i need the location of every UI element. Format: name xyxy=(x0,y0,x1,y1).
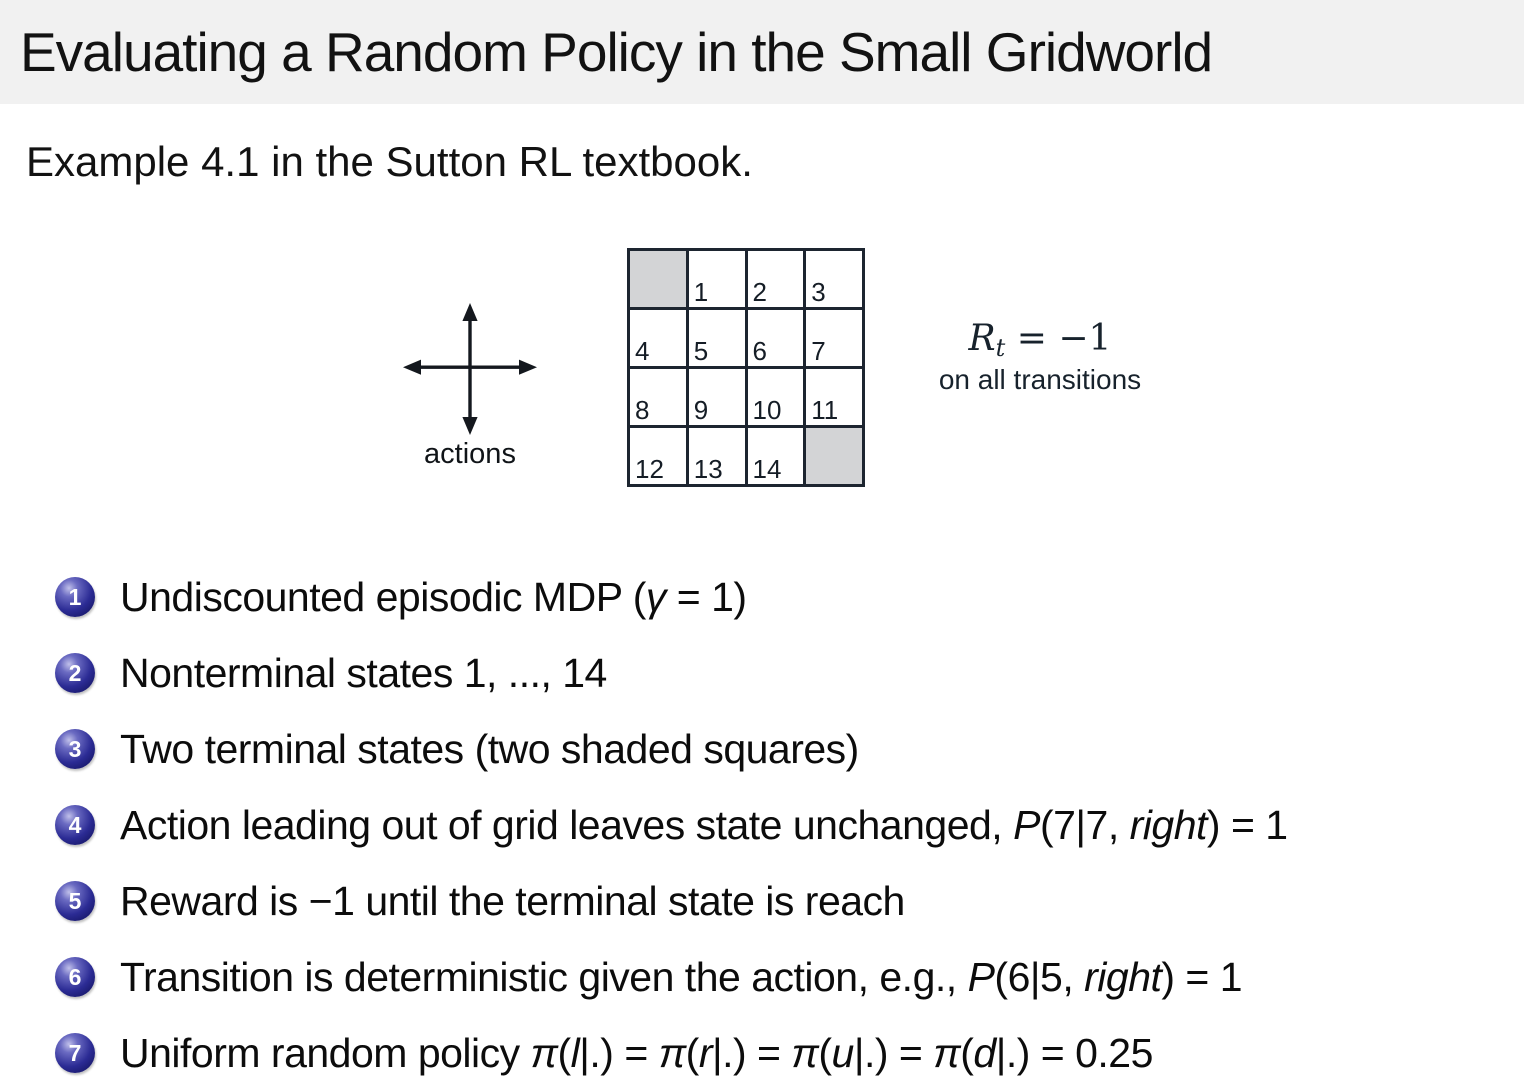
list-item-text: Uniform random policy π(l|.) = π(r|.) = π(u|.) = π(d|.) = 0.25 xyxy=(120,1030,1153,1076)
item-number-ball: 1 xyxy=(55,577,95,617)
grid-cell xyxy=(806,310,862,366)
reward-value: = −1 xyxy=(1005,318,1112,359)
grid-cell xyxy=(748,310,804,366)
list-item-text: Action leading out of grid leaves state unchanged, P(7|7, right) = 1 xyxy=(120,802,1288,848)
item-number-ball: 7 xyxy=(55,1033,95,1073)
bullet-list xyxy=(55,574,1514,1076)
grid-cell-number: 11 xyxy=(811,395,839,425)
reward-subscript: t xyxy=(995,334,1006,362)
grid-cell xyxy=(689,310,745,366)
grid-cell xyxy=(748,251,804,307)
title-bar xyxy=(0,0,1524,104)
grid-cell-number: 2 xyxy=(752,277,767,307)
list-item xyxy=(55,650,1514,696)
grid-cell xyxy=(748,369,804,425)
grid-cell-number: 14 xyxy=(752,454,782,484)
gridworld-grid xyxy=(627,248,865,487)
item-number-ball: 6 xyxy=(55,957,95,997)
grid-cell-number: 7 xyxy=(811,336,826,366)
reward-caption: on all transitions xyxy=(938,364,1142,396)
list-item xyxy=(55,802,1514,848)
reward-symbol: R xyxy=(968,318,996,359)
grid-cell xyxy=(689,251,745,307)
list-item xyxy=(55,574,1514,620)
grid-cell-number: 9 xyxy=(693,395,709,425)
item-number-ball: 4 xyxy=(55,805,95,845)
grid-cell-number: 8 xyxy=(635,395,650,425)
grid-cell-number: 13 xyxy=(693,454,723,484)
grid-cell-terminal xyxy=(806,428,862,484)
list-item-text: Transition is deterministic given the action, e.g., P(6|5, right) = 1 xyxy=(120,954,1243,1000)
grid-cell xyxy=(806,369,862,425)
item-number-ball: 5 xyxy=(55,881,95,921)
list-item xyxy=(55,878,1514,924)
grid-cell xyxy=(689,428,745,484)
grid-cell-number: 12 xyxy=(635,454,664,484)
grid-cell-number: 6 xyxy=(752,336,767,366)
item-number-ball: 2 xyxy=(55,653,95,693)
grid-cell xyxy=(689,369,745,425)
reward-formula xyxy=(920,320,1160,361)
grid-cell xyxy=(630,369,686,425)
actions-cross-icon xyxy=(403,303,537,435)
grid-cell xyxy=(806,251,862,307)
grid-cell xyxy=(630,310,686,366)
list-item-text: Two terminal states (two shaded squares) xyxy=(120,726,859,772)
grid-cell-number: 4 xyxy=(635,336,650,366)
list-item-text: Reward is −1 until the terminal state is reach xyxy=(120,878,905,924)
grid-cell-number: 5 xyxy=(693,336,709,366)
list-item xyxy=(55,726,1514,772)
slide-title: Evaluating a Random Policy in the Small Gridworld xyxy=(20,21,1213,83)
grid-cell xyxy=(748,428,804,484)
item-number-ball: 3 xyxy=(55,729,95,769)
list-item xyxy=(55,954,1514,1000)
grid-cell-number: 10 xyxy=(752,395,782,425)
grid-cell-number: 3 xyxy=(811,277,826,307)
reward-annotation xyxy=(920,320,1160,396)
list-item xyxy=(55,1030,1514,1076)
grid-cell xyxy=(630,428,686,484)
grid-cell-number: 1 xyxy=(693,277,709,307)
actions-label: actions xyxy=(424,438,516,470)
list-item-text: Nonterminal states 1, ..., 14 xyxy=(120,650,607,696)
subtitle: Example 4.1 in the Sutton RL textbook. xyxy=(26,138,753,185)
grid-cell-terminal xyxy=(630,251,686,307)
list-item-text: Undiscounted episodic MDP (γ = 1) xyxy=(120,574,747,620)
